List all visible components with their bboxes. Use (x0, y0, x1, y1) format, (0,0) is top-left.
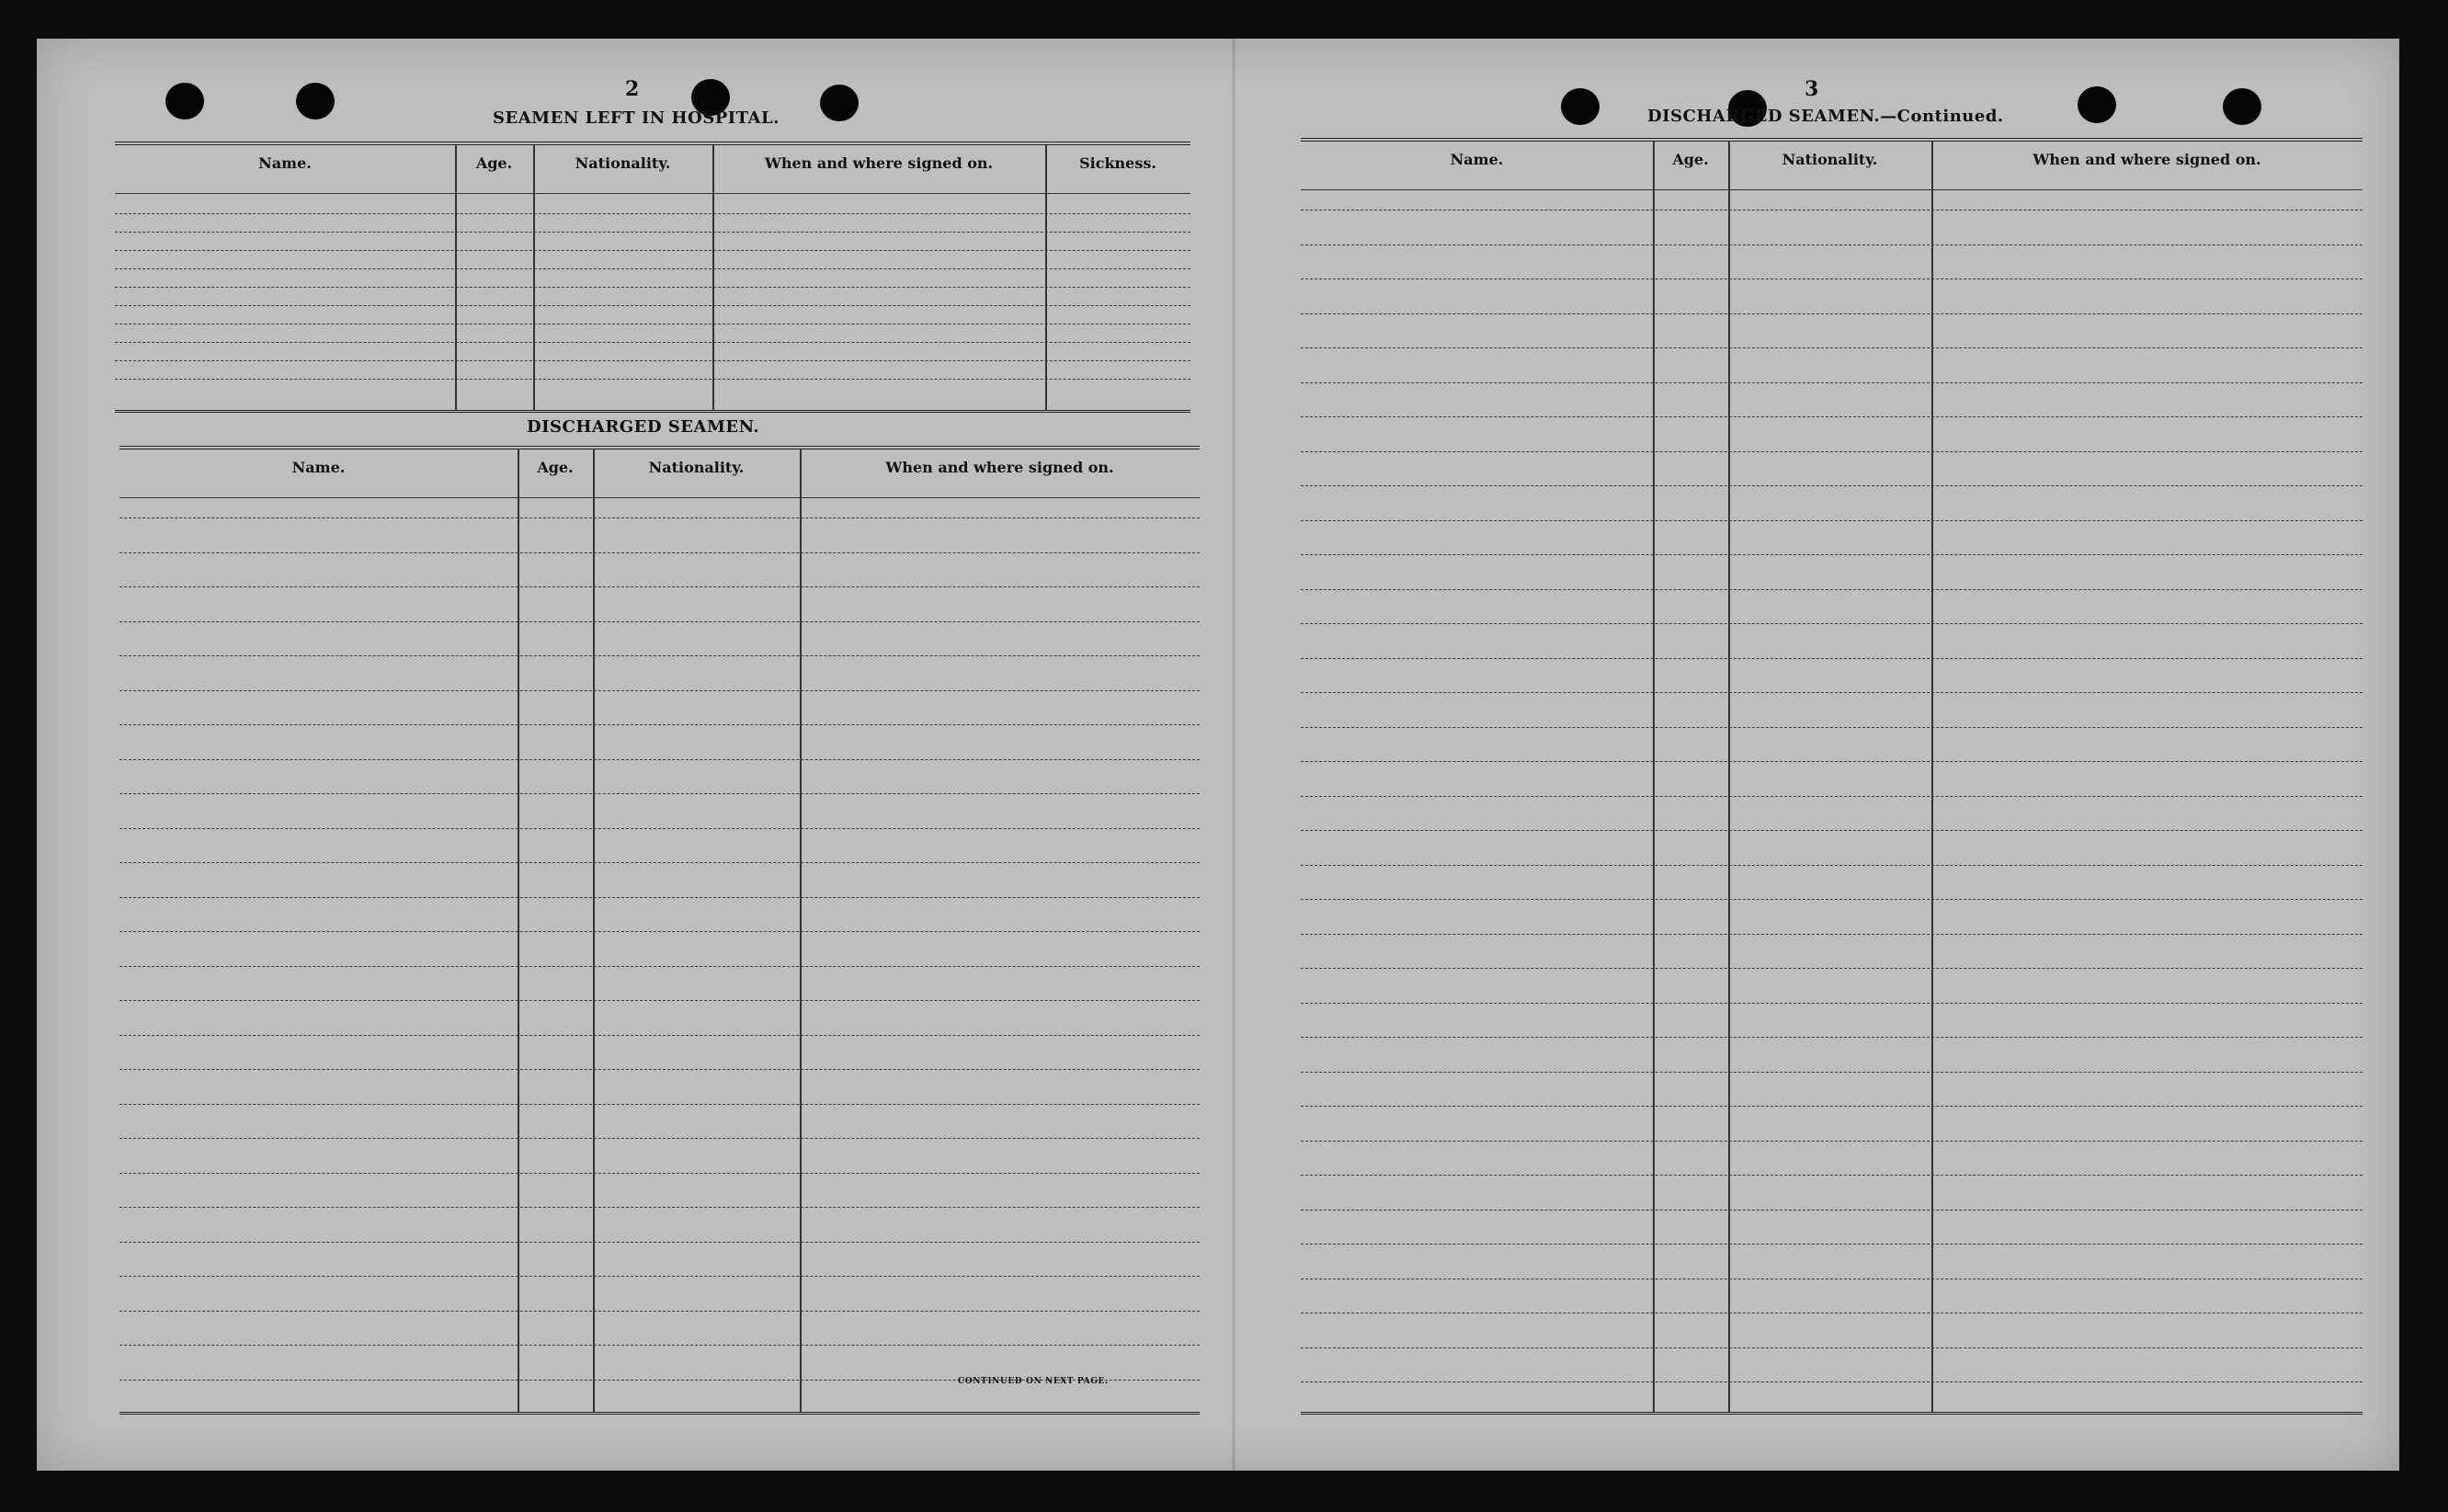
page-number-right: 3 (1805, 77, 1819, 101)
table-row (120, 1276, 1200, 1277)
table-row (120, 552, 1200, 553)
column-header: Age. (1672, 151, 1709, 168)
table-row (1301, 313, 2363, 314)
table-row (1301, 830, 2363, 831)
table-row (1301, 899, 2363, 900)
table-row (120, 1207, 1200, 1208)
table-row (1301, 1072, 2363, 1073)
table-row (1301, 968, 2363, 969)
table-row (120, 586, 1200, 587)
discharged-continued-table (1301, 138, 2363, 1412)
table-row (115, 232, 1190, 233)
table-row (120, 759, 1200, 760)
table-row (120, 862, 1200, 863)
table-row (120, 1035, 1200, 1036)
punch-hole (820, 85, 859, 121)
table-row (1301, 623, 2363, 624)
table-row (115, 250, 1190, 251)
table-row (120, 897, 1200, 898)
column-divider (1728, 142, 1730, 1412)
column-header: Age. (475, 154, 513, 172)
table-row (1301, 934, 2363, 935)
table-row (120, 793, 1200, 794)
column-header: When and where signed on. (885, 459, 1114, 476)
discharged-continued-title: DISCHARGED SEAMEN.—Continued. (1647, 107, 2004, 126)
table-row (1301, 796, 2363, 797)
table-row (120, 1000, 1200, 1001)
punch-hole (2223, 88, 2261, 125)
continued-note: CONTINUED ON NEXT PAGE. (958, 1377, 1109, 1386)
table-row (120, 690, 1200, 691)
column-header: When and where signed on. (764, 154, 994, 172)
table-row (1301, 347, 2363, 348)
column-header: Name. (258, 154, 312, 172)
table-row (1301, 1210, 2363, 1211)
table-row (1301, 1381, 2363, 1382)
table-header (120, 449, 1200, 498)
table-row (115, 268, 1190, 269)
table-row (1301, 865, 2363, 866)
table-row (115, 360, 1190, 361)
table-row (1301, 416, 2363, 417)
column-header: Nationality. (1782, 151, 1878, 168)
table-row (1301, 1175, 2363, 1176)
column-divider (1045, 145, 1047, 410)
page-number-left: 2 (625, 77, 640, 101)
page-fold (1232, 39, 1235, 1471)
column-header: Nationality. (575, 154, 671, 172)
table-row (1301, 727, 2363, 728)
table-bottom-border (120, 1412, 1200, 1415)
punch-hole (165, 83, 204, 119)
table-row (120, 724, 1200, 725)
table-row (120, 517, 1200, 518)
hospital-table (115, 142, 1190, 410)
table-row (120, 966, 1200, 967)
table-row (120, 1173, 1200, 1174)
table-row (120, 931, 1200, 932)
table-row (120, 1138, 1200, 1139)
punch-hole (1561, 88, 1600, 125)
table-row (115, 287, 1190, 288)
column-divider (1931, 142, 1933, 1412)
table-row (120, 621, 1200, 622)
hospital-section-title: SEAMEN LEFT IN HOSPITAL. (493, 108, 780, 128)
table-row (1301, 1106, 2363, 1107)
column-header: Sickness. (1079, 154, 1156, 172)
table-row (115, 213, 1190, 214)
table-row (115, 342, 1190, 343)
table-header (115, 145, 1190, 194)
column-divider (712, 145, 714, 410)
table-row (120, 1311, 1200, 1312)
table-row (1301, 1347, 2363, 1348)
table-row (1301, 692, 2363, 693)
table-row (120, 1345, 1200, 1346)
table-row (120, 1104, 1200, 1105)
table-row (115, 305, 1190, 306)
column-divider (455, 145, 457, 410)
table-bottom-border (1301, 1412, 2363, 1415)
column-header: When and where signed on. (2032, 151, 2261, 168)
column-divider (1653, 142, 1655, 1412)
table-row (1301, 382, 2363, 383)
table-row (1301, 485, 2363, 486)
table-row (115, 379, 1190, 380)
table-row (120, 1069, 1200, 1070)
table-header (1301, 142, 2363, 190)
discharged-table (120, 446, 1200, 1412)
table-row (120, 828, 1200, 829)
table-row (1301, 451, 2363, 452)
column-header: Nationality. (648, 459, 745, 476)
ledger-sheet (37, 39, 2399, 1471)
table-row (120, 655, 1200, 656)
punch-hole (296, 83, 335, 119)
table-row (1301, 761, 2363, 762)
table-row (1301, 554, 2363, 555)
column-divider (533, 145, 535, 410)
table-row (1301, 658, 2363, 659)
table-row (1301, 1244, 2363, 1245)
discharged-section-title: DISCHARGED SEAMEN. (527, 417, 760, 437)
column-header: Name. (1450, 151, 1504, 168)
table-row (1301, 1141, 2363, 1142)
punch-hole (2078, 86, 2116, 123)
table-row (1301, 1037, 2363, 1038)
table-row (1301, 1003, 2363, 1004)
table-row (1301, 520, 2363, 521)
table-row (120, 1242, 1200, 1243)
table-row (1301, 589, 2363, 590)
column-header: Name. (291, 459, 346, 476)
table-row (1301, 244, 2363, 245)
column-header: Age. (537, 459, 574, 476)
table-bottom-border (115, 410, 1190, 413)
